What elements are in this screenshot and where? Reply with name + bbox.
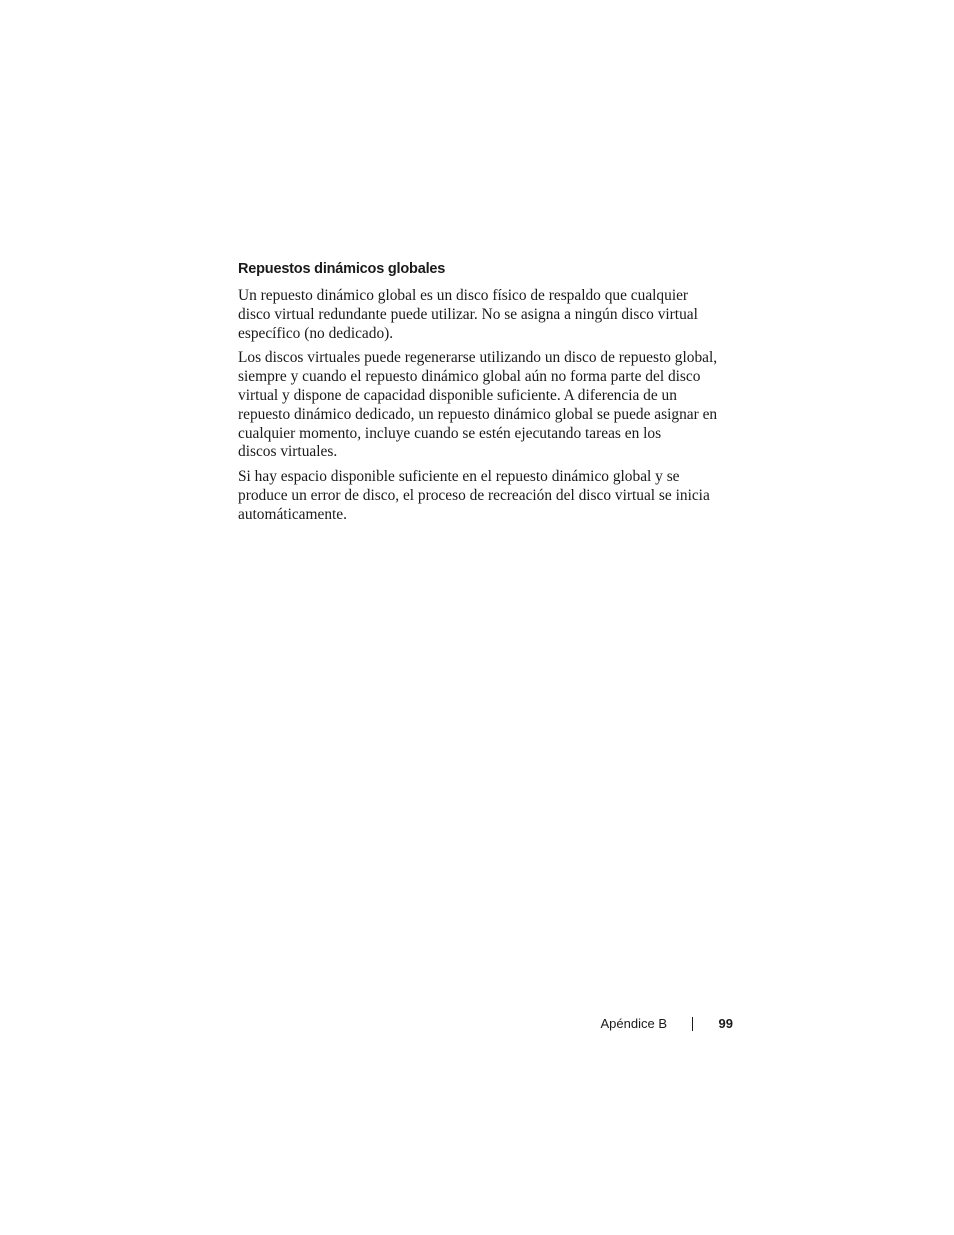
paragraph-line: Los discos virtuales puede regenerarse utilizando un disco de repuesto global,	[238, 349, 718, 367]
footer-divider	[692, 1017, 693, 1031]
page-content	[238, 258, 738, 531]
paragraph-1	[238, 287, 738, 343]
paragraph-line: produce un error de disco, el proceso de recreación del disco virtual se inicia	[238, 486, 710, 504]
paragraph-line: discos virtuales.	[238, 443, 338, 461]
page-number: 99	[718, 1016, 733, 1031]
paragraph-line: virtual y dispone de capacidad disponible suficiente. A diferencia de un	[238, 386, 677, 404]
paragraph-line: cualquier momento, incluye cuando se estén ejecutando tareas en los	[238, 424, 662, 442]
paragraph-line: Un repuesto dinámico global es un disco físico de respaldo que cualquier	[238, 287, 689, 304]
footer-section-label: Apéndice B	[600, 1016, 667, 1031]
paragraph-line: siempre y cuando el repuesto dinámico global aún no forma parte del disco	[238, 368, 701, 386]
page-footer	[560, 1014, 735, 1034]
paragraph-line: específico (no dedicado).	[238, 324, 394, 342]
paragraph-3	[238, 468, 738, 524]
section-heading: Repuestos dinámicos globales	[238, 261, 446, 277]
paragraph-line: disco virtual redundante puede utilizar. No se asigna a ningún disco virtual	[238, 305, 698, 323]
paragraph-line: Si hay espacio disponible suficiente en el repuesto dinámico global y se	[238, 468, 680, 486]
paragraph-line: repuesto dinámico dedicado, un repuesto dinámico global se puede asignar en	[238, 405, 718, 423]
paragraph-line: automáticamente.	[238, 505, 347, 523]
paragraph-2	[238, 349, 738, 462]
